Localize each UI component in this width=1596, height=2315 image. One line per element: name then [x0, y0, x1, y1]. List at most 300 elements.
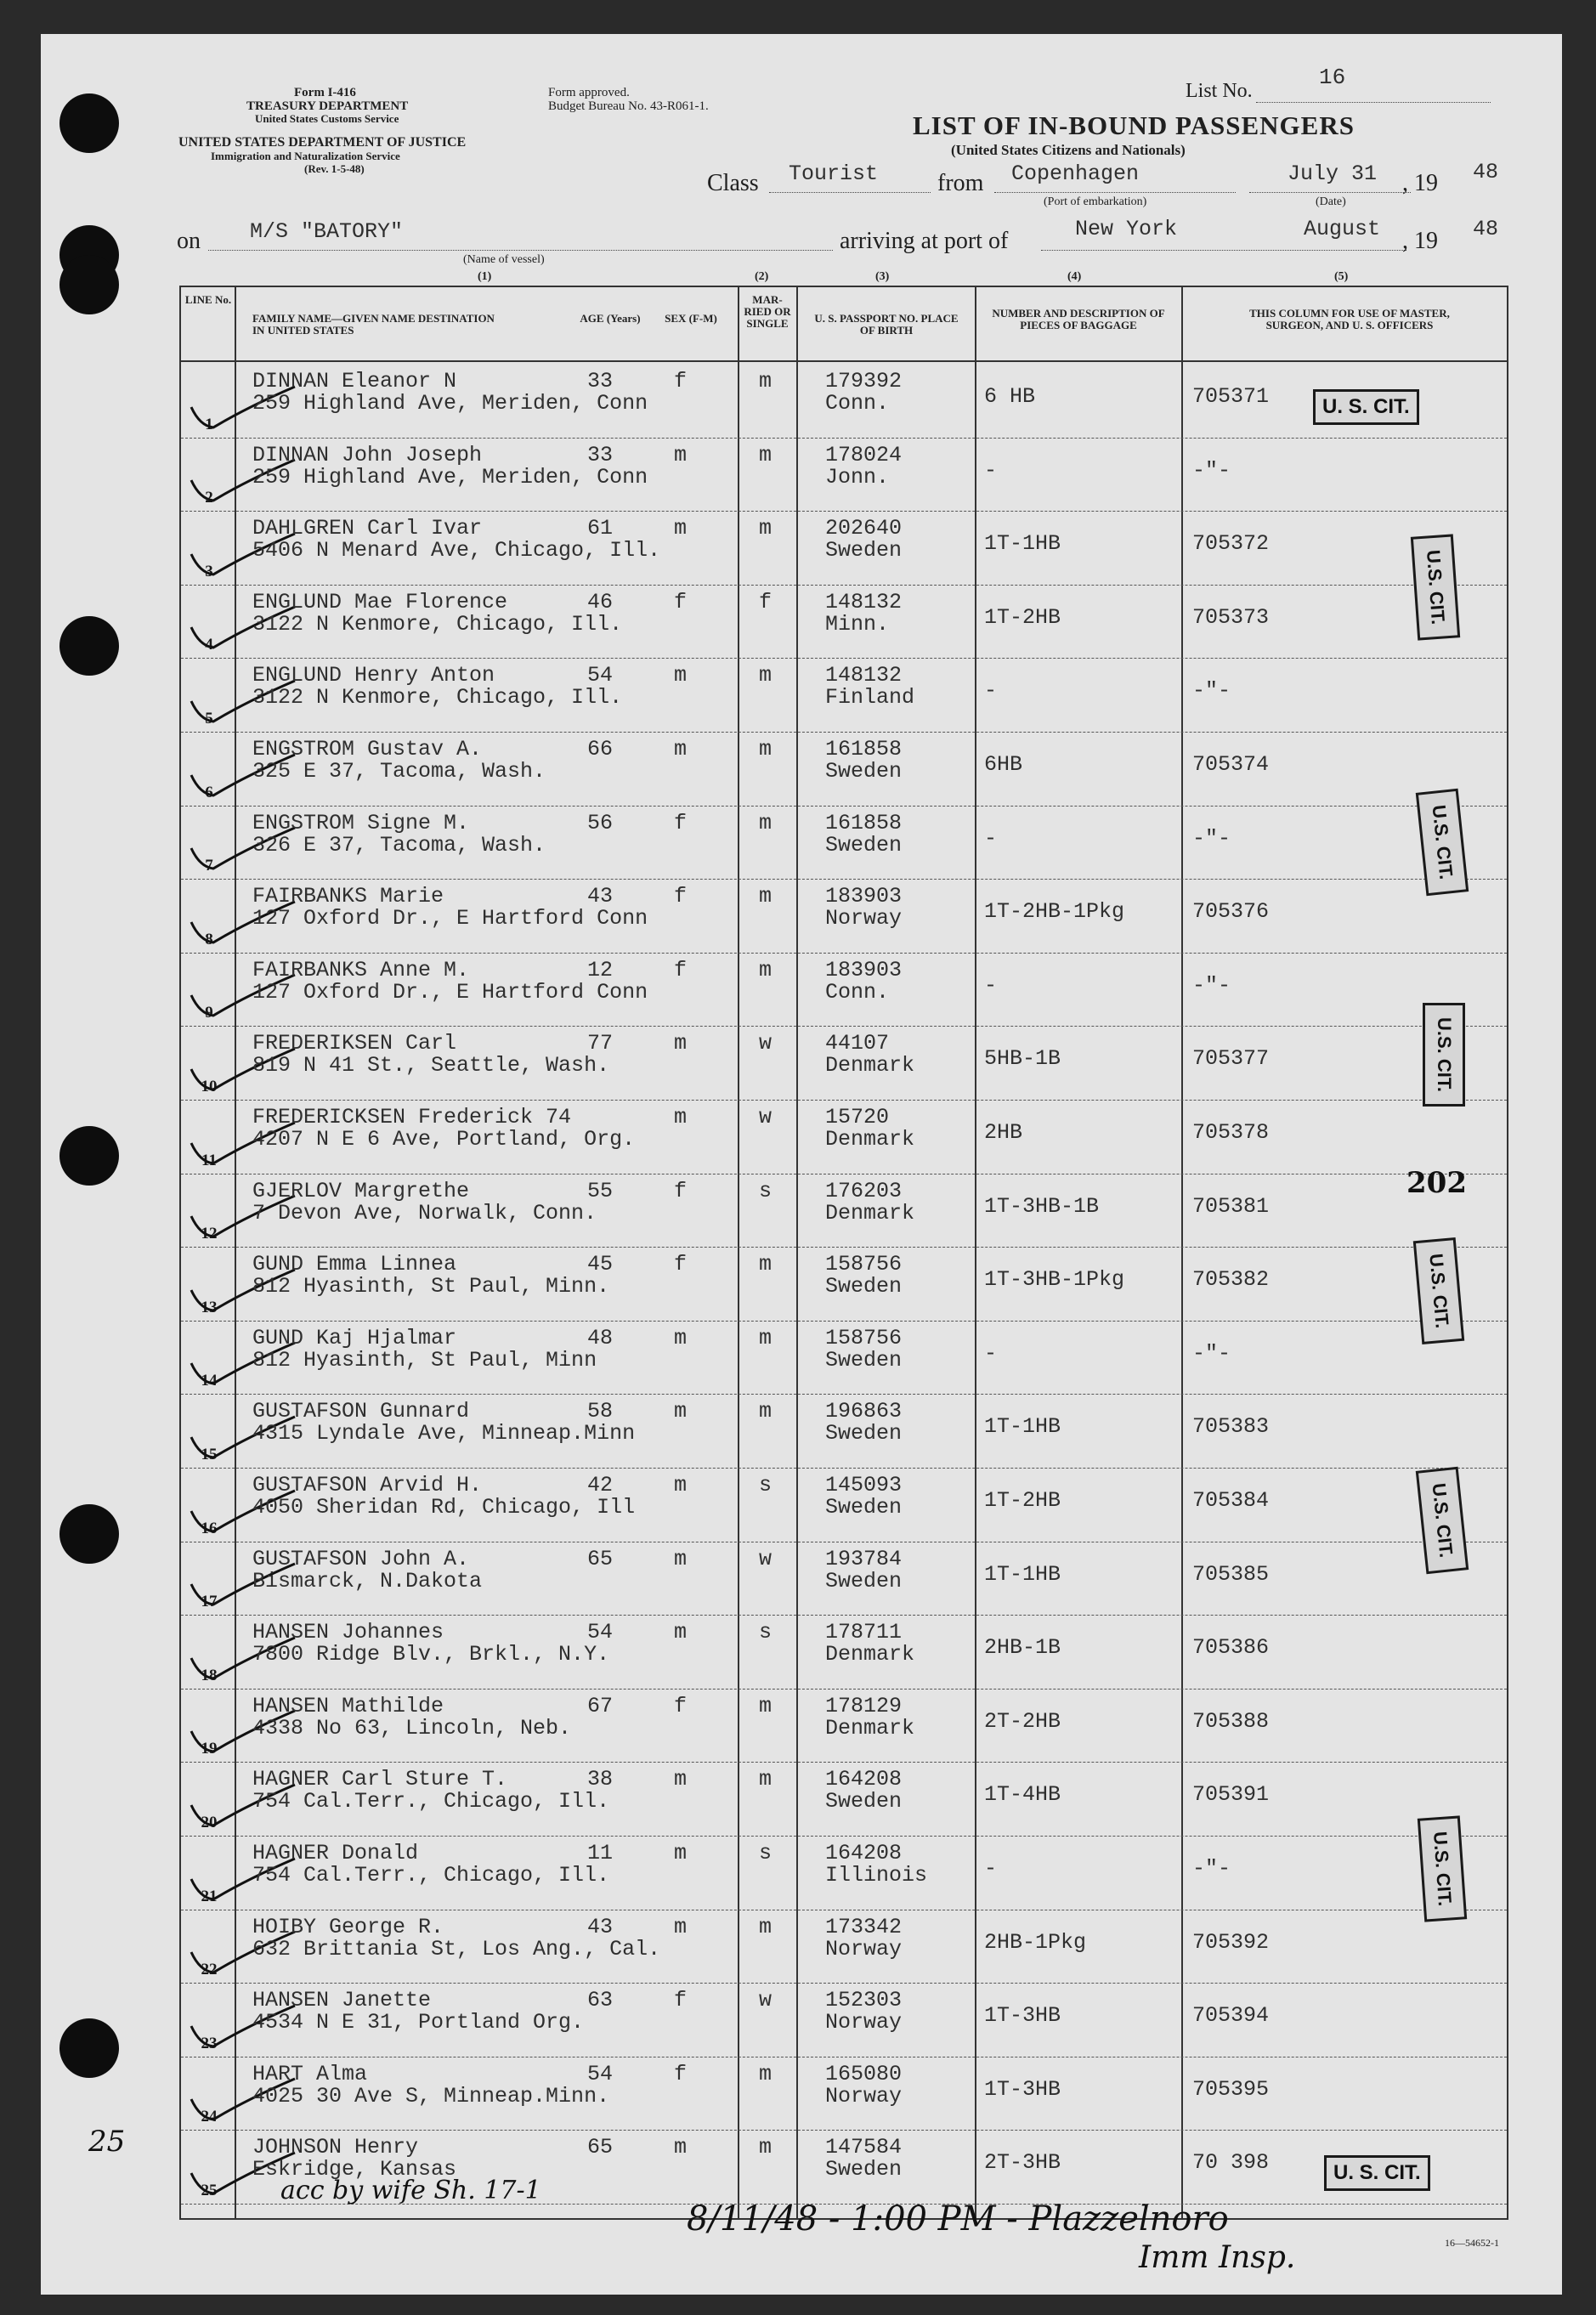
cell-passport: 44107 — [825, 1031, 890, 1056]
table-row — [181, 879, 1507, 954]
table-row — [181, 1321, 1507, 1395]
cell-name: GUSTAFSON Gunnard — [252, 1399, 470, 1424]
table-row — [181, 1247, 1507, 1322]
cell-ms: m — [759, 2061, 773, 2086]
cell-age: 65 — [587, 1546, 614, 1571]
inspector-title: Imm Insp. — [1139, 2240, 1296, 2275]
line-number: 5 — [205, 709, 213, 727]
header-passport: U. S. PASSPORT NO. PLACE OF BIRTH — [814, 312, 959, 337]
cell-age: 67 — [587, 1693, 614, 1718]
line-number: 20 — [201, 1813, 218, 1831]
column-number-1: (1) — [478, 270, 492, 283]
cell-address: 5406 N Menard Ave, Chicago, Ill. — [252, 538, 661, 563]
cell-birth: Sweden — [825, 832, 903, 858]
cell-passport: 145093 — [825, 1473, 903, 1497]
cell-age: 12 — [587, 957, 614, 982]
cell-officer: 705386 — [1192, 1635, 1270, 1661]
line-number: 14 — [201, 1372, 218, 1390]
cell-officer: 705376 — [1192, 899, 1270, 925]
cell-address: 3122 N Kenmore, Chicago, Ill. — [252, 611, 623, 637]
cell-name: FREDERIKSEN Carl — [252, 1031, 457, 1056]
cell-birth: Norway — [825, 2083, 903, 2108]
cell-baggage: 6 HB — [984, 384, 1036, 409]
line-number: 10 — [201, 1077, 218, 1095]
cell-ms: m — [759, 442, 773, 467]
cell-birth: Norway — [825, 906, 903, 931]
table-row — [181, 1468, 1507, 1542]
cell-officer: 705388 — [1192, 1708, 1270, 1734]
cell-sex: f — [674, 589, 688, 614]
cell-sex: m — [674, 663, 688, 688]
cell-baggage: 2T-3HB — [984, 2150, 1061, 2176]
cell-baggage: 1T-3HB — [984, 2076, 1061, 2102]
cell-birth: Norway — [825, 2010, 903, 2035]
cell-baggage: 2T-2HB — [984, 1708, 1061, 1734]
line-number: 2 — [205, 489, 213, 507]
cell-sex: m — [674, 737, 688, 761]
cell-sex: m — [674, 1399, 688, 1424]
cell-birth: Sweden — [825, 1274, 903, 1299]
cell-name: DINNAN Eleanor N — [252, 369, 457, 393]
cell-officer: 705372 — [1192, 531, 1270, 557]
column-number-2: (2) — [755, 270, 769, 283]
cell-ms: w — [759, 1988, 773, 2013]
cell-baggage: 1T-3HB-1B — [984, 1193, 1100, 1219]
cell-ms: m — [759, 1693, 773, 1718]
cell-sex: m — [674, 1031, 688, 1056]
line-number: 16 — [201, 1519, 218, 1537]
cell-address: 4207 N E 6 Ave, Portland, Org. — [252, 1127, 636, 1152]
us-citizen-stamp: U.S. CIT. — [1418, 1815, 1467, 1922]
cell-address: 4534 N E 31, Portland Org. — [252, 2010, 585, 2035]
cell-ms: w — [759, 1546, 773, 1571]
cell-age: 65 — [587, 2135, 614, 2160]
cell-address: 632 Brittania St, Los Ang., Cal. — [252, 1936, 661, 1961]
cell-officer: 705383 — [1192, 1414, 1270, 1440]
cell-name: HANSEN Johannes — [252, 1620, 444, 1645]
cell-passport: 148132 — [825, 663, 903, 688]
cell-sex: f — [674, 810, 688, 835]
cell-ms: s — [759, 1841, 773, 1865]
cell-birth: Denmark — [825, 1053, 915, 1078]
cell-sex: m — [674, 1473, 688, 1497]
header-line-no: LINE No. — [184, 293, 232, 306]
cell-name: DINNAN John Joseph — [252, 442, 483, 467]
line-number: 21 — [201, 1887, 218, 1905]
table-row — [181, 1542, 1507, 1616]
cell-officer: -"- — [1192, 1856, 1231, 1881]
cell-ms: w — [759, 1105, 773, 1129]
cell-birth: Sweden — [825, 759, 903, 784]
column-number-5: (5) — [1334, 270, 1349, 283]
line-number: 6 — [205, 783, 213, 801]
binder-hole — [59, 1126, 119, 1186]
cell-sex: m — [674, 516, 688, 541]
line-number: 15 — [201, 1445, 218, 1463]
cell-sex: f — [674, 1178, 688, 1203]
cell-sex: f — [674, 369, 688, 393]
cell-officer: 705382 — [1192, 1267, 1270, 1293]
cell-passport: 164208 — [825, 1841, 903, 1865]
cell-passport: 152303 — [825, 1988, 903, 2013]
cell-birth: Denmark — [825, 1127, 915, 1152]
cell-baggage: 2HB-1B — [984, 1635, 1061, 1661]
cell-birth: Denmark — [825, 1200, 915, 1225]
cell-baggage: - — [984, 678, 998, 704]
cell-baggage: 1T-1HB — [984, 1414, 1061, 1440]
line-number: 13 — [201, 1298, 218, 1316]
cell-officer: 70 398 — [1192, 2150, 1270, 2176]
cell-passport: 178129 — [825, 1693, 903, 1718]
table-row — [181, 1689, 1507, 1763]
cell-address: 127 Oxford Dr., E Hartford Conn — [252, 979, 648, 1005]
cell-sex: m — [674, 1546, 688, 1571]
binder-hole — [59, 616, 119, 676]
header-married: MAR-RIED OR SINGLE — [744, 293, 791, 330]
cell-age: 66 — [587, 737, 614, 761]
cell-name: FREDERICKSEN Frederick 74 — [252, 1105, 572, 1129]
line-number: 22 — [201, 1961, 218, 1979]
cell-address: 259 Highland Ave, Meriden, Conn — [252, 464, 648, 490]
cell-passport: 158756 — [825, 1325, 903, 1350]
column-number-3: (3) — [875, 270, 890, 283]
year-1: 48 — [1473, 160, 1499, 184]
cell-baggage: 6HB — [984, 752, 1023, 777]
cell-sex: m — [674, 1325, 688, 1350]
cell-baggage: 5HB-1B — [984, 1046, 1061, 1072]
cell-baggage: 1T-2HB-1Pkg — [984, 899, 1125, 925]
from-value: Copenhagen — [1011, 161, 1140, 186]
arriving-label: arriving at port of — [840, 228, 1009, 254]
binder-hole — [59, 2018, 119, 2078]
cell-address: 325 E 37, Tacoma, Wash. — [252, 759, 546, 784]
cell-address: 326 E 37, Tacoma, Wash. — [252, 832, 546, 858]
line-number: 18 — [201, 1666, 218, 1684]
cell-sex: f — [674, 1988, 688, 2013]
cell-officer: 705381 — [1192, 1193, 1270, 1219]
line-number: 4 — [205, 636, 213, 654]
cell-ms: m — [759, 1767, 773, 1792]
line-number: 1 — [205, 415, 213, 433]
cell-birth: Sweden — [825, 1347, 903, 1373]
cell-address: 7 Devon Ave, Norwalk, Conn. — [252, 1200, 597, 1225]
header-name: FAMILY NAME—GIVEN NAME DESTINATION IN UNITED STATES — [252, 312, 495, 337]
line-number: 23 — [201, 2034, 218, 2052]
cell-name: GUSTAFSON Arvid H. — [252, 1473, 483, 1497]
list-number: 16 — [1319, 65, 1346, 90]
page-number: 202 — [1406, 1166, 1467, 1200]
cell-sex: f — [674, 957, 688, 982]
cell-baggage: 2HB — [984, 1120, 1023, 1145]
cell-address: 4025 30 Ave S, Minneap.Minn. — [252, 2083, 610, 2108]
binder-hole — [59, 255, 119, 314]
cell-officer: 705373 — [1192, 604, 1270, 630]
cell-baggage: 1T-1HB — [984, 1561, 1061, 1587]
table-row — [181, 1762, 1507, 1837]
passenger-table — [179, 286, 1508, 2220]
cell-passport: 164208 — [825, 1767, 903, 1792]
cell-ms: m — [759, 1914, 773, 1939]
cell-name: HOIBY George R. — [252, 1914, 444, 1939]
cell-officer: 705377 — [1192, 1046, 1270, 1072]
cell-address: 4338 No 63, Lincoln, Neb. — [252, 1715, 572, 1740]
cell-birth: Denmark — [825, 1642, 915, 1667]
arrival-line — [1041, 250, 1406, 251]
cell-age: 54 — [587, 1620, 614, 1645]
from-line — [994, 192, 1236, 193]
margin-mark: 25 — [88, 2125, 126, 2159]
cell-name: ENGLUND Henry Anton — [252, 663, 495, 688]
cell-sex: m — [674, 1105, 688, 1129]
column-number-4: (4) — [1067, 270, 1082, 283]
cell-name: DAHLGREN Carl Ivar — [252, 516, 483, 541]
cell-birth: Norway — [825, 1936, 903, 1961]
cell-officer: 705374 — [1192, 752, 1270, 777]
document-title: LIST OF IN-BOUND PASSENGERS — [913, 110, 1355, 140]
line-number: 11 — [201, 1151, 217, 1169]
cell-ms: m — [759, 663, 773, 688]
form-approved: Form approved. — [548, 86, 630, 99]
cell-address: 812 Hyasinth, St Paul, Minn — [252, 1347, 597, 1373]
cell-sex: f — [674, 1252, 688, 1277]
cell-birth: Conn. — [825, 391, 890, 416]
table-row — [181, 953, 1507, 1027]
cell-birth: Sweden — [825, 2157, 903, 2182]
list-number-line — [1256, 102, 1491, 103]
cell-address: Eskridge, Kansas — [252, 2157, 457, 2182]
year-2: 48 — [1473, 217, 1499, 241]
cell-name: GUND Kaj Hjalmar — [252, 1325, 457, 1350]
class-value: Tourist — [789, 161, 879, 186]
line-number: 7 — [205, 857, 213, 875]
cell-address: 812 Hyasinth, St Paul, Minn. — [252, 1274, 610, 1299]
cell-age: 54 — [587, 663, 614, 688]
header-officers: THIS COLUMN FOR USE OF MASTER, SURGEON, AND U. S. OFFICERS — [1249, 307, 1450, 331]
cell-sex: f — [674, 2061, 688, 2086]
cell-name: HART Alma — [252, 2061, 368, 2086]
cell-ms: m — [759, 1325, 773, 1350]
cell-name: GUSTAFSON John A. — [252, 1546, 470, 1571]
us-citizen-stamp: U.S. CIT. — [1416, 1467, 1469, 1575]
cell-sex: m — [674, 1620, 688, 1645]
cell-age: 61 — [587, 516, 614, 541]
cell-passport: 202640 — [825, 516, 903, 541]
cell-passport: 183903 — [825, 957, 903, 982]
cell-ms: f — [759, 589, 773, 614]
binder-hole — [59, 1504, 119, 1564]
table-row — [181, 364, 1507, 439]
cell-age: 56 — [587, 810, 614, 835]
form-number: Form I-416 — [294, 86, 356, 99]
us-citizen-stamp: U.S. CIT. — [1413, 1237, 1464, 1344]
cell-name: FAIRBANKS Anne M. — [252, 957, 470, 982]
cell-officer: 705395 — [1192, 2076, 1270, 2102]
inspector-signature: 8/11/48 - 1:00 PM - Plazzelnoro — [687, 2199, 1229, 2239]
cell-birth: Finland — [825, 685, 915, 710]
cell-passport: 161858 — [825, 810, 903, 835]
cell-officer: 705394 — [1192, 2003, 1270, 2029]
cell-baggage: 1T-1HB — [984, 531, 1061, 557]
table-row — [181, 438, 1507, 512]
cell-address: 754 Cal.Terr., Chicago, Ill. — [252, 1863, 610, 1888]
cell-baggage: 1T-3HB-1Pkg — [984, 1267, 1125, 1293]
cell-address: 7800 Ridge Blv., Brkl., N.Y. — [252, 1642, 610, 1667]
table-row — [181, 1100, 1507, 1174]
cell-age: 63 — [587, 1988, 614, 2013]
cell-birth: Conn. — [825, 979, 890, 1005]
cell-officer: 705371 — [1192, 384, 1270, 409]
us-citizen-stamp: U.S. CIT. — [1411, 534, 1460, 640]
line-number: 25 — [201, 2181, 218, 2199]
cell-officer: -"- — [1192, 972, 1231, 998]
cell-baggage: - — [984, 825, 998, 851]
arrival-date: August — [1304, 217, 1381, 241]
department-justice-sub: Immigration and Naturalization Service — [211, 150, 400, 162]
cell-age: 45 — [587, 1252, 614, 1277]
header-sex: SEX (F-M) — [665, 312, 717, 325]
cell-address: 4315 Lyndale Ave, Minneap.Minn — [252, 1421, 636, 1446]
cell-age: 46 — [587, 589, 614, 614]
arrival-port: New York — [1075, 217, 1178, 241]
cell-passport: 178024 — [825, 442, 903, 467]
cell-baggage: 1T-2HB — [984, 604, 1061, 630]
cell-baggage: - — [984, 1856, 998, 1881]
cell-ms: m — [759, 1252, 773, 1277]
cell-name: HANSEN Janette — [252, 1988, 432, 2013]
header-age: AGE (Years) — [580, 312, 641, 325]
line-number: 17 — [201, 1593, 218, 1611]
cell-address: 259 Highland Ave, Meriden, Conn — [252, 391, 648, 416]
binder-hole — [59, 93, 119, 153]
cell-officer: -"- — [1192, 678, 1231, 704]
table-row — [181, 1836, 1507, 1910]
cell-ms: m — [759, 810, 773, 835]
cell-passport: 178711 — [825, 1620, 903, 1645]
cell-officer: -"- — [1192, 825, 1231, 851]
cell-name: HAGNER Carl Sture T. — [252, 1767, 508, 1792]
cell-birth: Sweden — [825, 1568, 903, 1593]
cell-address: Bismarck, N.Dakota — [252, 1568, 483, 1593]
cell-sex: f — [674, 884, 688, 909]
cell-ms: s — [759, 1178, 773, 1203]
cell-passport: 147584 — [825, 2135, 903, 2160]
cell-baggage: 1T-3HB — [984, 2003, 1061, 2029]
cell-sex: m — [674, 1767, 688, 1792]
cell-passport: 173342 — [825, 1914, 903, 1939]
cell-name: HAGNER Donald — [252, 1841, 419, 1865]
from-label: from — [937, 170, 984, 196]
table-row — [181, 732, 1507, 807]
cell-age: 11 — [587, 1841, 614, 1865]
cell-officer: -"- — [1192, 1340, 1231, 1366]
cell-passport: 158756 — [825, 1252, 903, 1277]
cell-officer: 705384 — [1192, 1488, 1270, 1513]
line-number: 3 — [205, 562, 213, 580]
us-citizen-stamp: U. S. CIT. — [1324, 2155, 1430, 2191]
cell-sex: m — [674, 1914, 688, 1939]
cell-address: 819 N 41 St., Seattle, Wash. — [252, 1053, 610, 1078]
date-line — [1249, 192, 1411, 193]
cell-age: 55 — [587, 1178, 614, 1203]
us-citizen-stamp: U. S. CIT. — [1313, 389, 1419, 425]
header-divider — [181, 360, 1507, 362]
cell-age: 38 — [587, 1767, 614, 1792]
year-prefix-2: , 19 — [1402, 228, 1438, 254]
cell-name: ENGLUND Mae Florence — [252, 589, 508, 614]
cell-ms: m — [759, 369, 773, 393]
line-number: 19 — [201, 1740, 218, 1758]
cell-sex: f — [674, 1693, 688, 1718]
year-prefix-1: , 19 — [1402, 170, 1438, 196]
departure-date: July 31 — [1288, 161, 1378, 186]
footer-code: 16—54652-1 — [1445, 2237, 1499, 2249]
cell-officer: 705392 — [1192, 1929, 1270, 1955]
list-label: List No. — [1186, 80, 1253, 102]
vessel-line — [208, 250, 833, 251]
cell-age: 48 — [587, 1325, 614, 1350]
cell-birth: Sweden — [825, 1495, 903, 1520]
handwritten-note: acc by wife Sh. 17-1 — [280, 2176, 541, 2205]
budget-bureau: Budget Bureau No. 43-R061-1. — [548, 99, 709, 113]
table-row — [181, 1983, 1507, 2057]
document-subtitle: (United States Citizens and Nationals) — [951, 142, 1186, 158]
table-row — [181, 2057, 1507, 2131]
cell-passport: 193784 — [825, 1546, 903, 1571]
cell-birth: Jonn. — [825, 464, 890, 490]
cell-baggage: - — [984, 972, 998, 998]
cell-address: 754 Cal.Terr., Chicago, Ill. — [252, 1789, 610, 1814]
line-number: 24 — [201, 2108, 218, 2126]
department-treasury: TREASURY DEPARTMENT — [246, 99, 409, 113]
cell-birth: Minn. — [825, 611, 890, 637]
table-row — [181, 1910, 1507, 1984]
cell-address: 127 Oxford Dr., E Hartford Conn — [252, 906, 648, 931]
cell-age: 42 — [587, 1473, 614, 1497]
cell-name: HANSEN Mathilde — [252, 1693, 444, 1718]
cell-passport: 179392 — [825, 369, 903, 393]
cell-officer: 705378 — [1192, 1120, 1270, 1145]
table-row — [181, 511, 1507, 586]
table-row — [181, 1174, 1507, 1248]
cell-ms: m — [759, 1399, 773, 1424]
cell-age: 33 — [587, 442, 614, 467]
cell-birth: Sweden — [825, 538, 903, 563]
cell-ms: w — [759, 1031, 773, 1056]
cell-age: 33 — [587, 369, 614, 393]
department-justice: UNITED STATES DEPARTMENT OF JUSTICE — [178, 135, 467, 150]
cell-passport: 148132 — [825, 589, 903, 614]
cell-name: ENGSTROM Signe M. — [252, 810, 470, 835]
class-label: Class — [707, 170, 759, 196]
cell-ms: s — [759, 1620, 773, 1645]
us-citizen-stamp: U.S. CIT. — [1423, 1003, 1465, 1107]
cell-passport: 165080 — [825, 2061, 903, 2086]
line-number: 12 — [201, 1225, 218, 1243]
cell-passport: 161858 — [825, 737, 903, 761]
cell-age: 77 — [587, 1031, 614, 1056]
cell-ms: m — [759, 737, 773, 761]
cell-name: GUND Emma Linnea — [252, 1252, 457, 1277]
cell-name: JOHNSON Henry — [252, 2135, 419, 2160]
table-row — [181, 585, 1507, 659]
cell-address: 4050 Sheridan Rd, Chicago, Ill — [252, 1495, 636, 1520]
cell-age: 58 — [587, 1399, 614, 1424]
cell-sex: m — [674, 1841, 688, 1865]
header-baggage: NUMBER AND DESCRIPTION OF PIECES OF BAGGAGE — [992, 307, 1165, 331]
vessel-name: M/S "BATORY" — [250, 219, 404, 244]
revision-date: (Rev. 1-5-48) — [304, 162, 365, 175]
cell-officer: -"- — [1192, 457, 1231, 483]
